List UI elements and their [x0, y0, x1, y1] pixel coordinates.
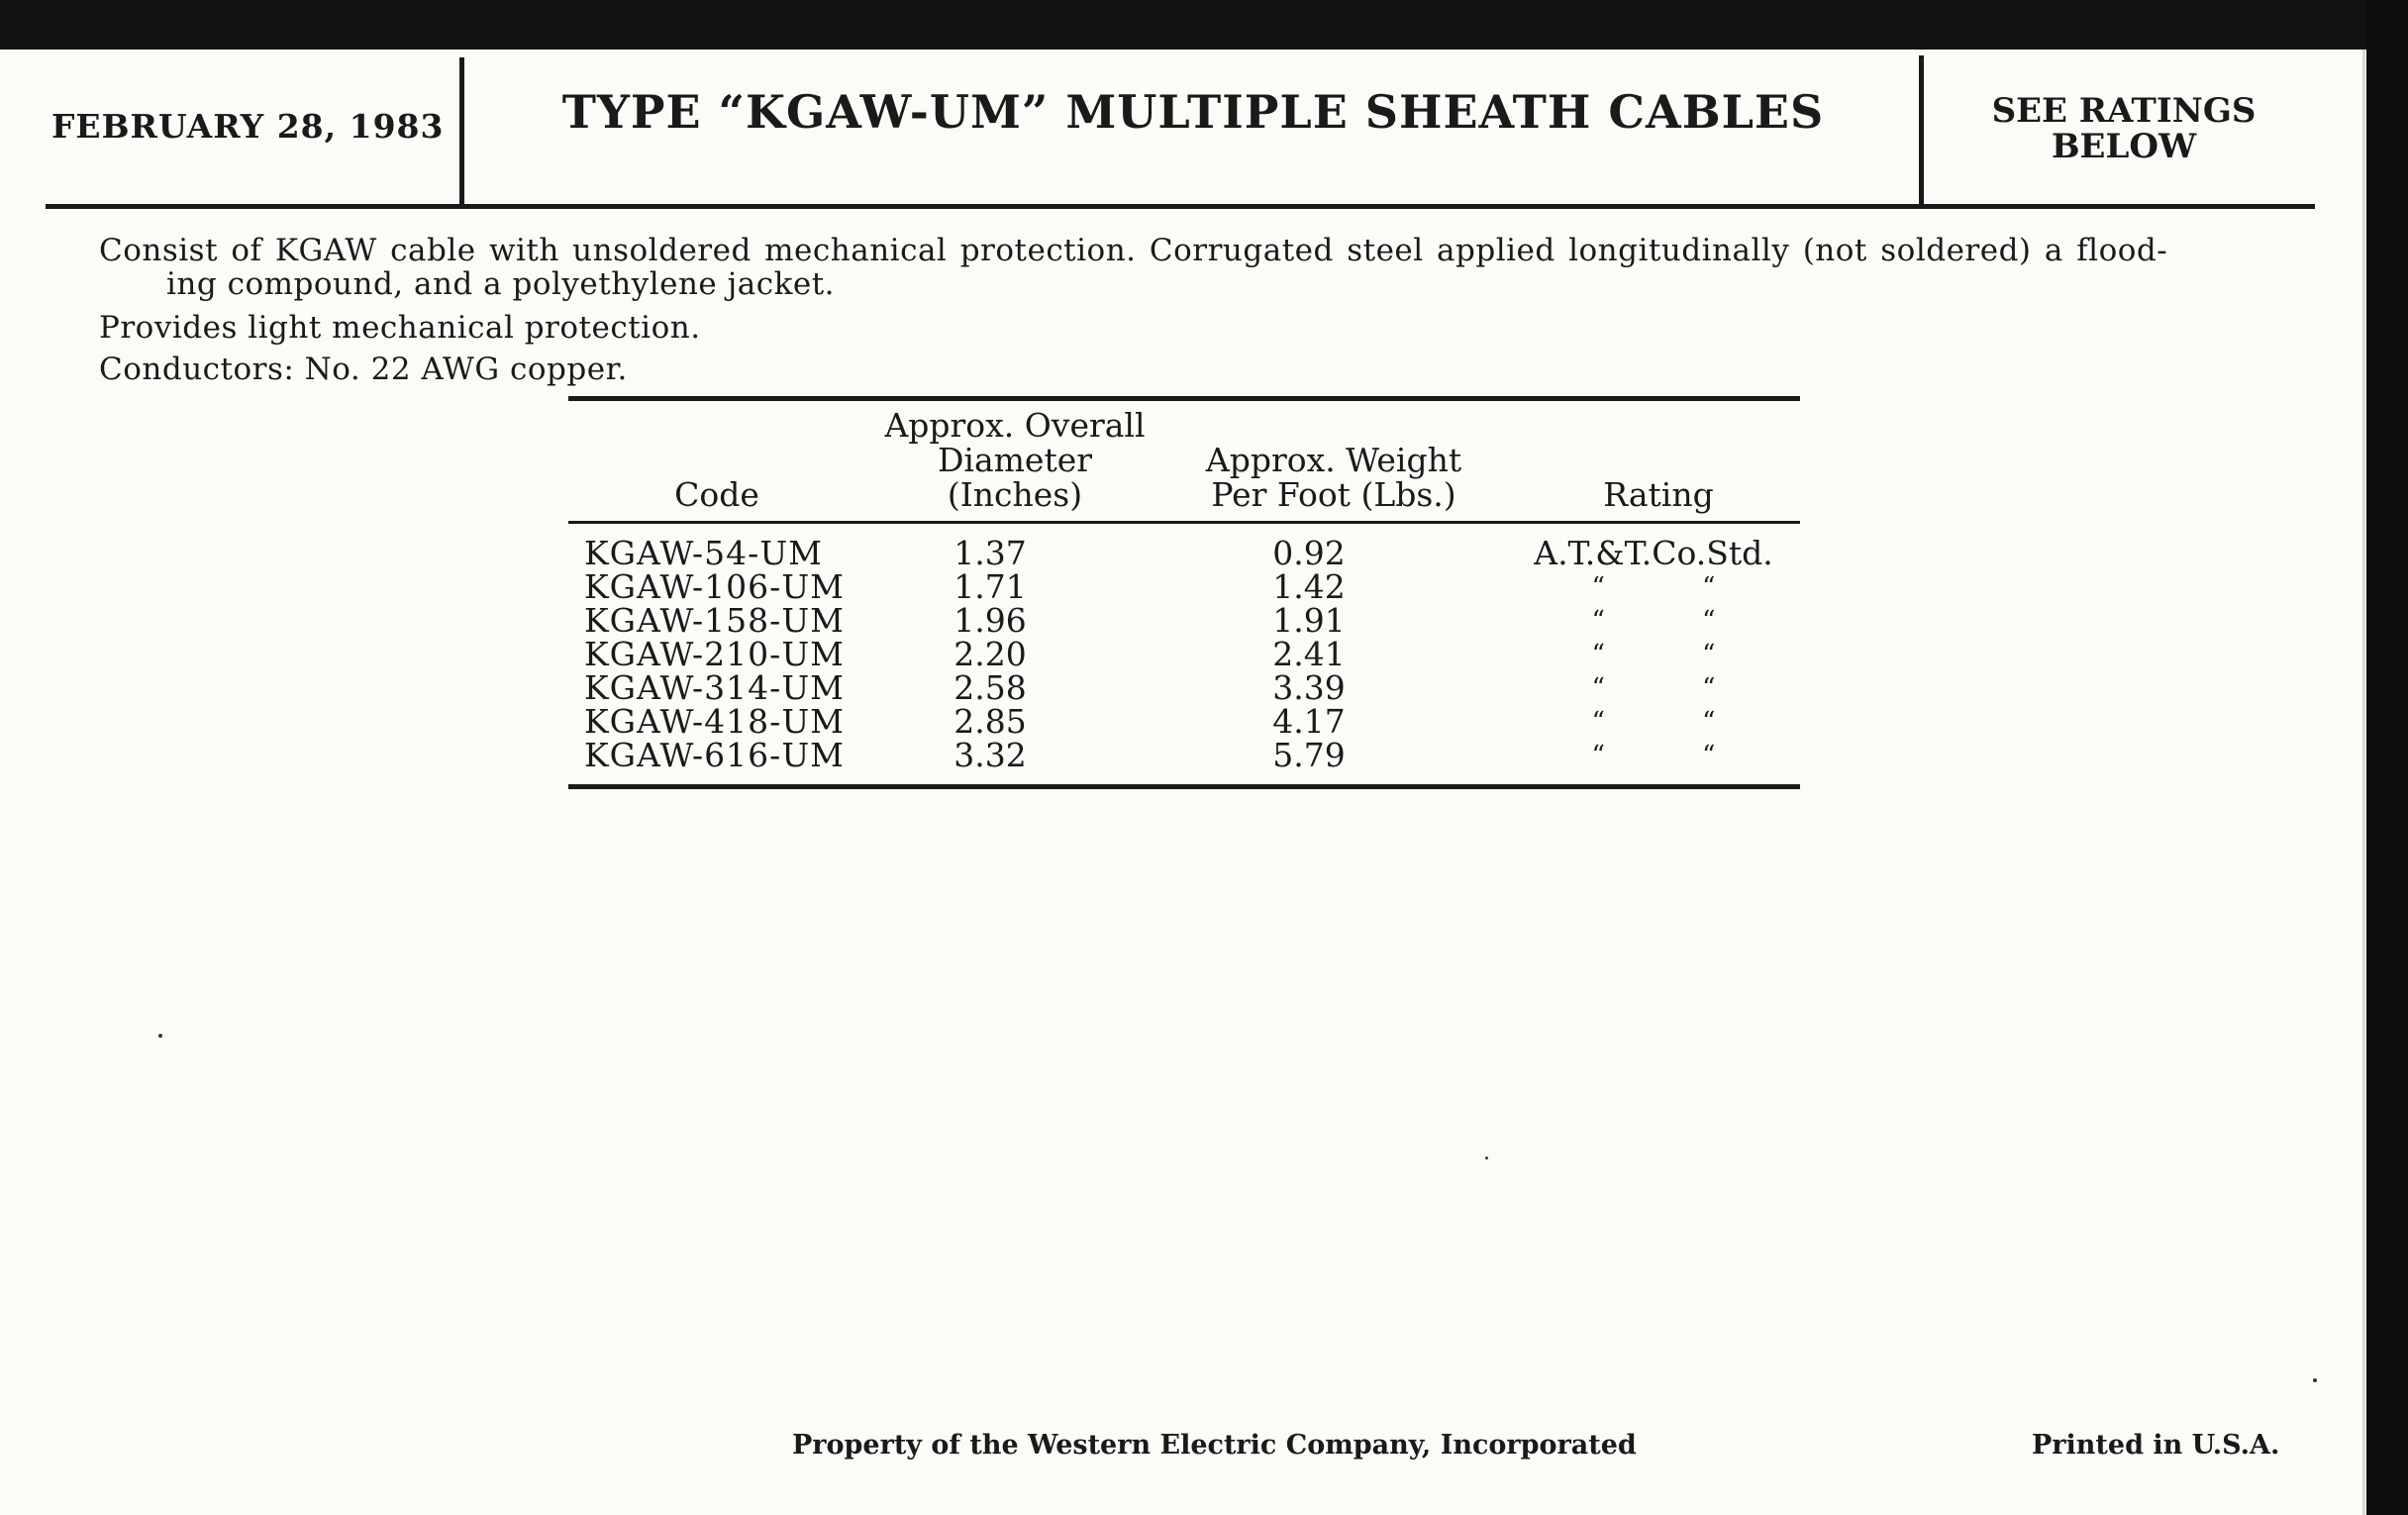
cell-code: KGAW-210-UM — [584, 635, 845, 673]
column-header-diameter-line3: (Inches) — [947, 475, 1083, 514]
cell-rating-ditto: “ “ — [1591, 707, 1716, 737]
cell-weight: 5.79 — [1272, 736, 1346, 774]
column-header-code: Code — [674, 475, 759, 514]
cell-code: KGAW-106-UM — [584, 567, 845, 606]
column-header-rating: Rating — [1603, 475, 1714, 514]
cell-diameter: 3.32 — [953, 736, 1027, 774]
cell-code: KGAW-418-UM — [584, 702, 845, 741]
scan-speck — [2313, 1378, 2317, 1382]
cell-weight: 4.17 — [1272, 702, 1346, 741]
cell-rating-ditto: “ “ — [1591, 640, 1716, 669]
cell-rating-ditto: “ “ — [1591, 673, 1716, 703]
footer-printed: Printed in U.S.A. — [2032, 1430, 2280, 1461]
scan-edge-right — [2366, 0, 2408, 1515]
cell-diameter: 1.71 — [953, 567, 1027, 606]
cell-weight: 3.39 — [1272, 668, 1346, 707]
cell-diameter: 1.37 — [953, 534, 1027, 572]
description-para-3: Conductors: No. 22 AWG copper. — [99, 352, 628, 387]
cell-weight: 0.92 — [1272, 534, 1346, 572]
cell-rating-ditto: “ “ — [1591, 606, 1716, 636]
column-header-weight-line2: Per Foot (Lbs.) — [1211, 475, 1456, 514]
description-para-1-line-1: Consist of KGAW cable with unsoldered mechanical protection. Corrugated steel applied longitudinally (not soldered) a flood- — [99, 233, 2168, 268]
cell-code: KGAW-54-UM — [584, 534, 823, 572]
cell-code: KGAW-314-UM — [584, 668, 845, 707]
scan-speck — [1485, 1157, 1488, 1160]
cell-code: KGAW-158-UM — [584, 601, 845, 640]
table-row — [584, 601, 1792, 640]
column-header-diameter-line2: Diameter — [937, 441, 1093, 479]
header-rating-line1: SEE RATINGS — [1991, 91, 2257, 131]
table-header-rule — [568, 521, 1800, 524]
cell-weight: 1.91 — [1272, 601, 1346, 640]
table-bottom-rule — [568, 784, 1800, 789]
scan-speck — [158, 1034, 162, 1038]
table-top-rule — [568, 396, 1800, 401]
table-row — [584, 736, 1792, 774]
header-rating-line2: BELOW — [2051, 127, 2197, 166]
column-header-diameter-line1: Approx. Overall — [884, 406, 1146, 445]
table-row — [584, 534, 1792, 572]
header-divider-left — [459, 57, 464, 204]
table-row — [584, 702, 1792, 741]
cell-rating-ditto: “ “ — [1591, 572, 1716, 602]
cell-diameter: 1.96 — [953, 601, 1027, 640]
table-row — [584, 567, 1792, 606]
page-title: TYPE “KGAW-UM” MULTIPLE SHEATH CABLES — [561, 85, 1825, 139]
cell-weight: 1.42 — [1272, 567, 1346, 606]
cell-code: KGAW-616-UM — [584, 736, 845, 774]
description-para-2: Provides light mechanical protection. — [99, 310, 701, 346]
column-header-weight — [1170, 443, 1497, 512]
cell-diameter: 2.58 — [953, 668, 1027, 707]
cell-rating: A.T.&T.Co.Std. — [1534, 534, 1773, 572]
cell-diameter: 2.85 — [953, 702, 1027, 741]
table-row — [584, 668, 1792, 707]
cell-weight: 2.41 — [1272, 635, 1346, 673]
cell-rating-ditto: “ “ — [1591, 741, 1716, 770]
header-date: FEBRUARY 28, 1983 — [51, 107, 445, 146]
footer-property: Property of the Western Electric Company, Incorporated — [792, 1430, 1637, 1461]
header-rule — [46, 204, 2315, 209]
cell-diameter: 2.20 — [953, 635, 1027, 673]
column-header-diameter — [852, 408, 1178, 512]
scan-artifact-line — [2362, 50, 2365, 1515]
column-header-weight-line1: Approx. Weight — [1205, 441, 1462, 479]
table-row — [584, 635, 1792, 673]
header-divider-right — [1919, 55, 1924, 204]
description-para-1 — [99, 234, 2277, 301]
description-para-1-line-2: ing compound, and a polyethylene jacket. — [166, 266, 836, 302]
header-rating-note — [1931, 93, 2317, 164]
